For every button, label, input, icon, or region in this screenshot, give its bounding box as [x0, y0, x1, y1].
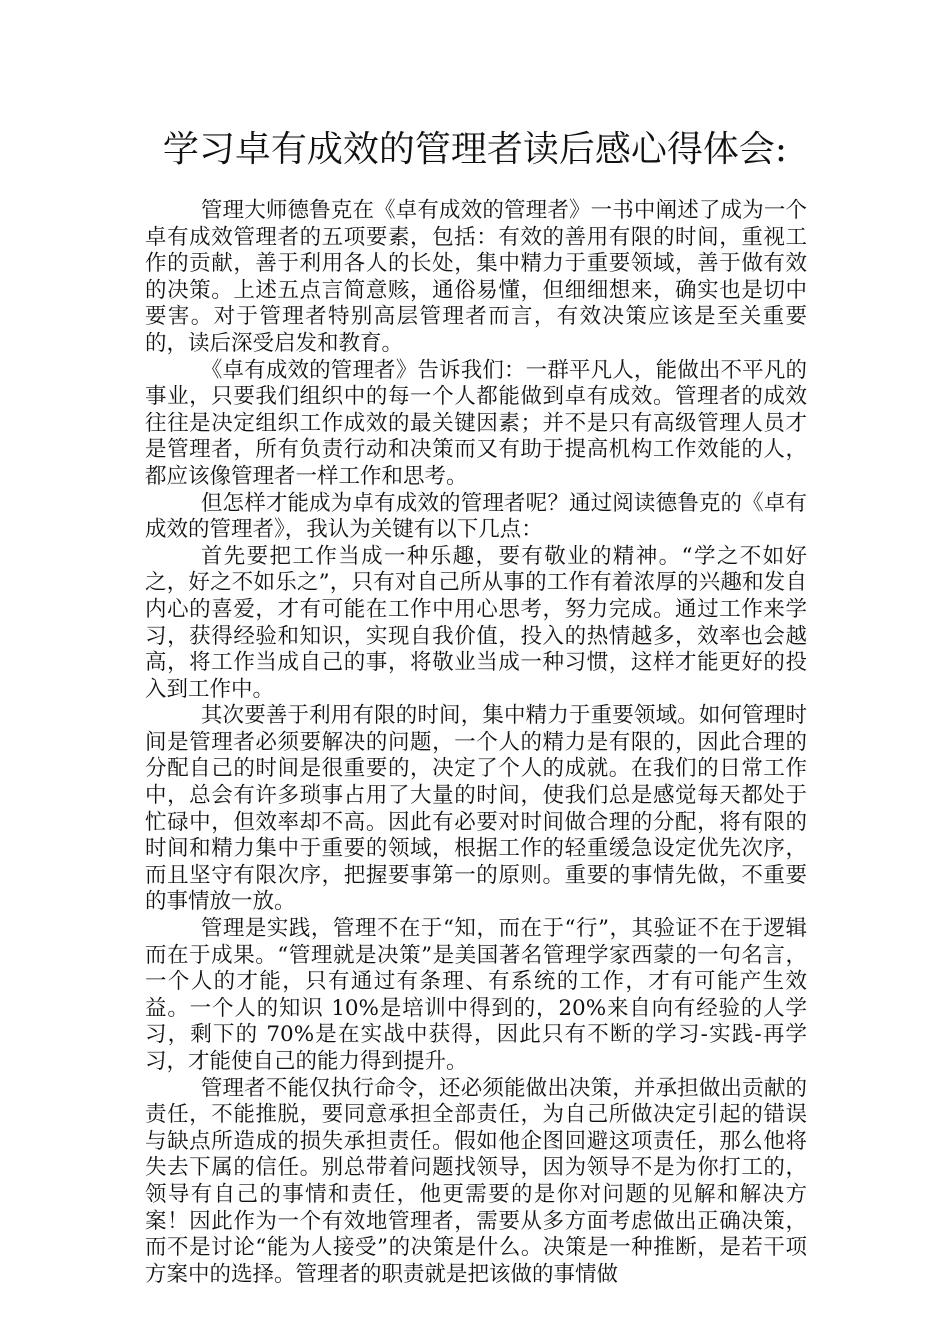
- paragraph-2: 《卓有成效的管理者》告诉我们：一群平凡人，能做出不平凡的事业，只要我们组织中的每一个人都能做到卓有成效。管理者的成效往往是决定组织工作成效的最关键因素；并不是只有高级管理人员才是管理者，所有负责行动和决策而又有助于提高机构工作效能的人，都应该像管理者一样工作和思考。: [145, 357, 807, 489]
- document-title: 学习卓有成效的管理者读后感心得体会:: [162, 129, 788, 170]
- paragraph-4: 首先要把工作当成一种乐趣，要有敬业的精神。“学之不如好之，好之不如乐之”，只有对自己所从事的工作有着浓厚的兴趣和发自内心的喜爱，才有可能在工作中用心思考，努力完成。通过工作来学习，获得经验和知识，实现自我价值，投入的热情越多，效率也会越高，将工作当成自己的事，将敬业当成一种习惯，这样才能更好的投入到工作中。: [145, 543, 807, 702]
- paragraph-6: 管理是实践，管理不在于“知，而在于“行”，其验证不在于逻辑而在于成果。“管理就是决策”是美国著名管理学家西蒙的一句名言，一个人的才能，只有通过有条理、有系统的工作，才有可能产生效益。一个人的知识 10%是培训中得到的，20%来自向有经验的人学习，剩下的 70%是在实战中获得，因此只有不断的学习-实践-再学习，才能使自己的能力得到提升。: [145, 916, 807, 1074]
- paragraph-7: 管理者不能仅执行命令，还必须能做出决策，并承担做出贡献的责任，不能推脱，要同意承担全部责任，为自己所做决定引起的错误与缺点所造成的损失承担责任。假如他企图回避这项责任，那么他将失去下属的信任。别总带着问题找领导，因为领导不是为你打工的，领导有自己的事情和责任，他更需要的是你对问题的见解和解决方案！因此作为一个有效地管理者，需要从多方面考虑做出正确决策，而不是讨论“能为人接受”的决策是什么。决策是一种推断，是若干项方案中的选择。管理者的职责就是把该做的事情做: [145, 1075, 807, 1287]
- paragraph-5: 其次要善于利用有限的时间，集中精力于重要领域。如何管理时间是管理者必须要解决的问题，一个人的精力是有限的，因此合理的分配自己的时间是很重要的，决定了个人的成就。在我们的日常工作中，总会有许多琐事占用了大量的时间，使我们总是感觉每天都处于忙碌中，但效率却不高。因此有必要对时间做合理的分配，将有限的时间和精力集中于重要的领域，根据工作的轻重缓急设定优先次序，而且坚守有限次序，把握要事第一的原则。重要的事情先做，不重要的事情放一放。: [145, 703, 807, 915]
- document-body: [145, 198, 807, 1288]
- paragraph-3: 但怎样才能成为卓有成效的管理者呢？通过阅读德鲁克的《卓有成效的管理者》，我认为关键有以下几点：: [145, 490, 807, 543]
- paragraph-1: 管理大师德鲁克在《卓有成效的管理者》一书中阐述了成为一个卓有成效管理者的五项要素，包括：有效的善用有限的时间，重视工作的贡献，善于利用各人的长处，集中精力于重要领域，善于做有效的决策。上述五点言简意赅，通俗易懂，但细细想来，确实也是切中要害。对于管理者特别高层管理者而言，有效决策应该是至关重要的，读后深受启发和教育。: [145, 198, 807, 356]
